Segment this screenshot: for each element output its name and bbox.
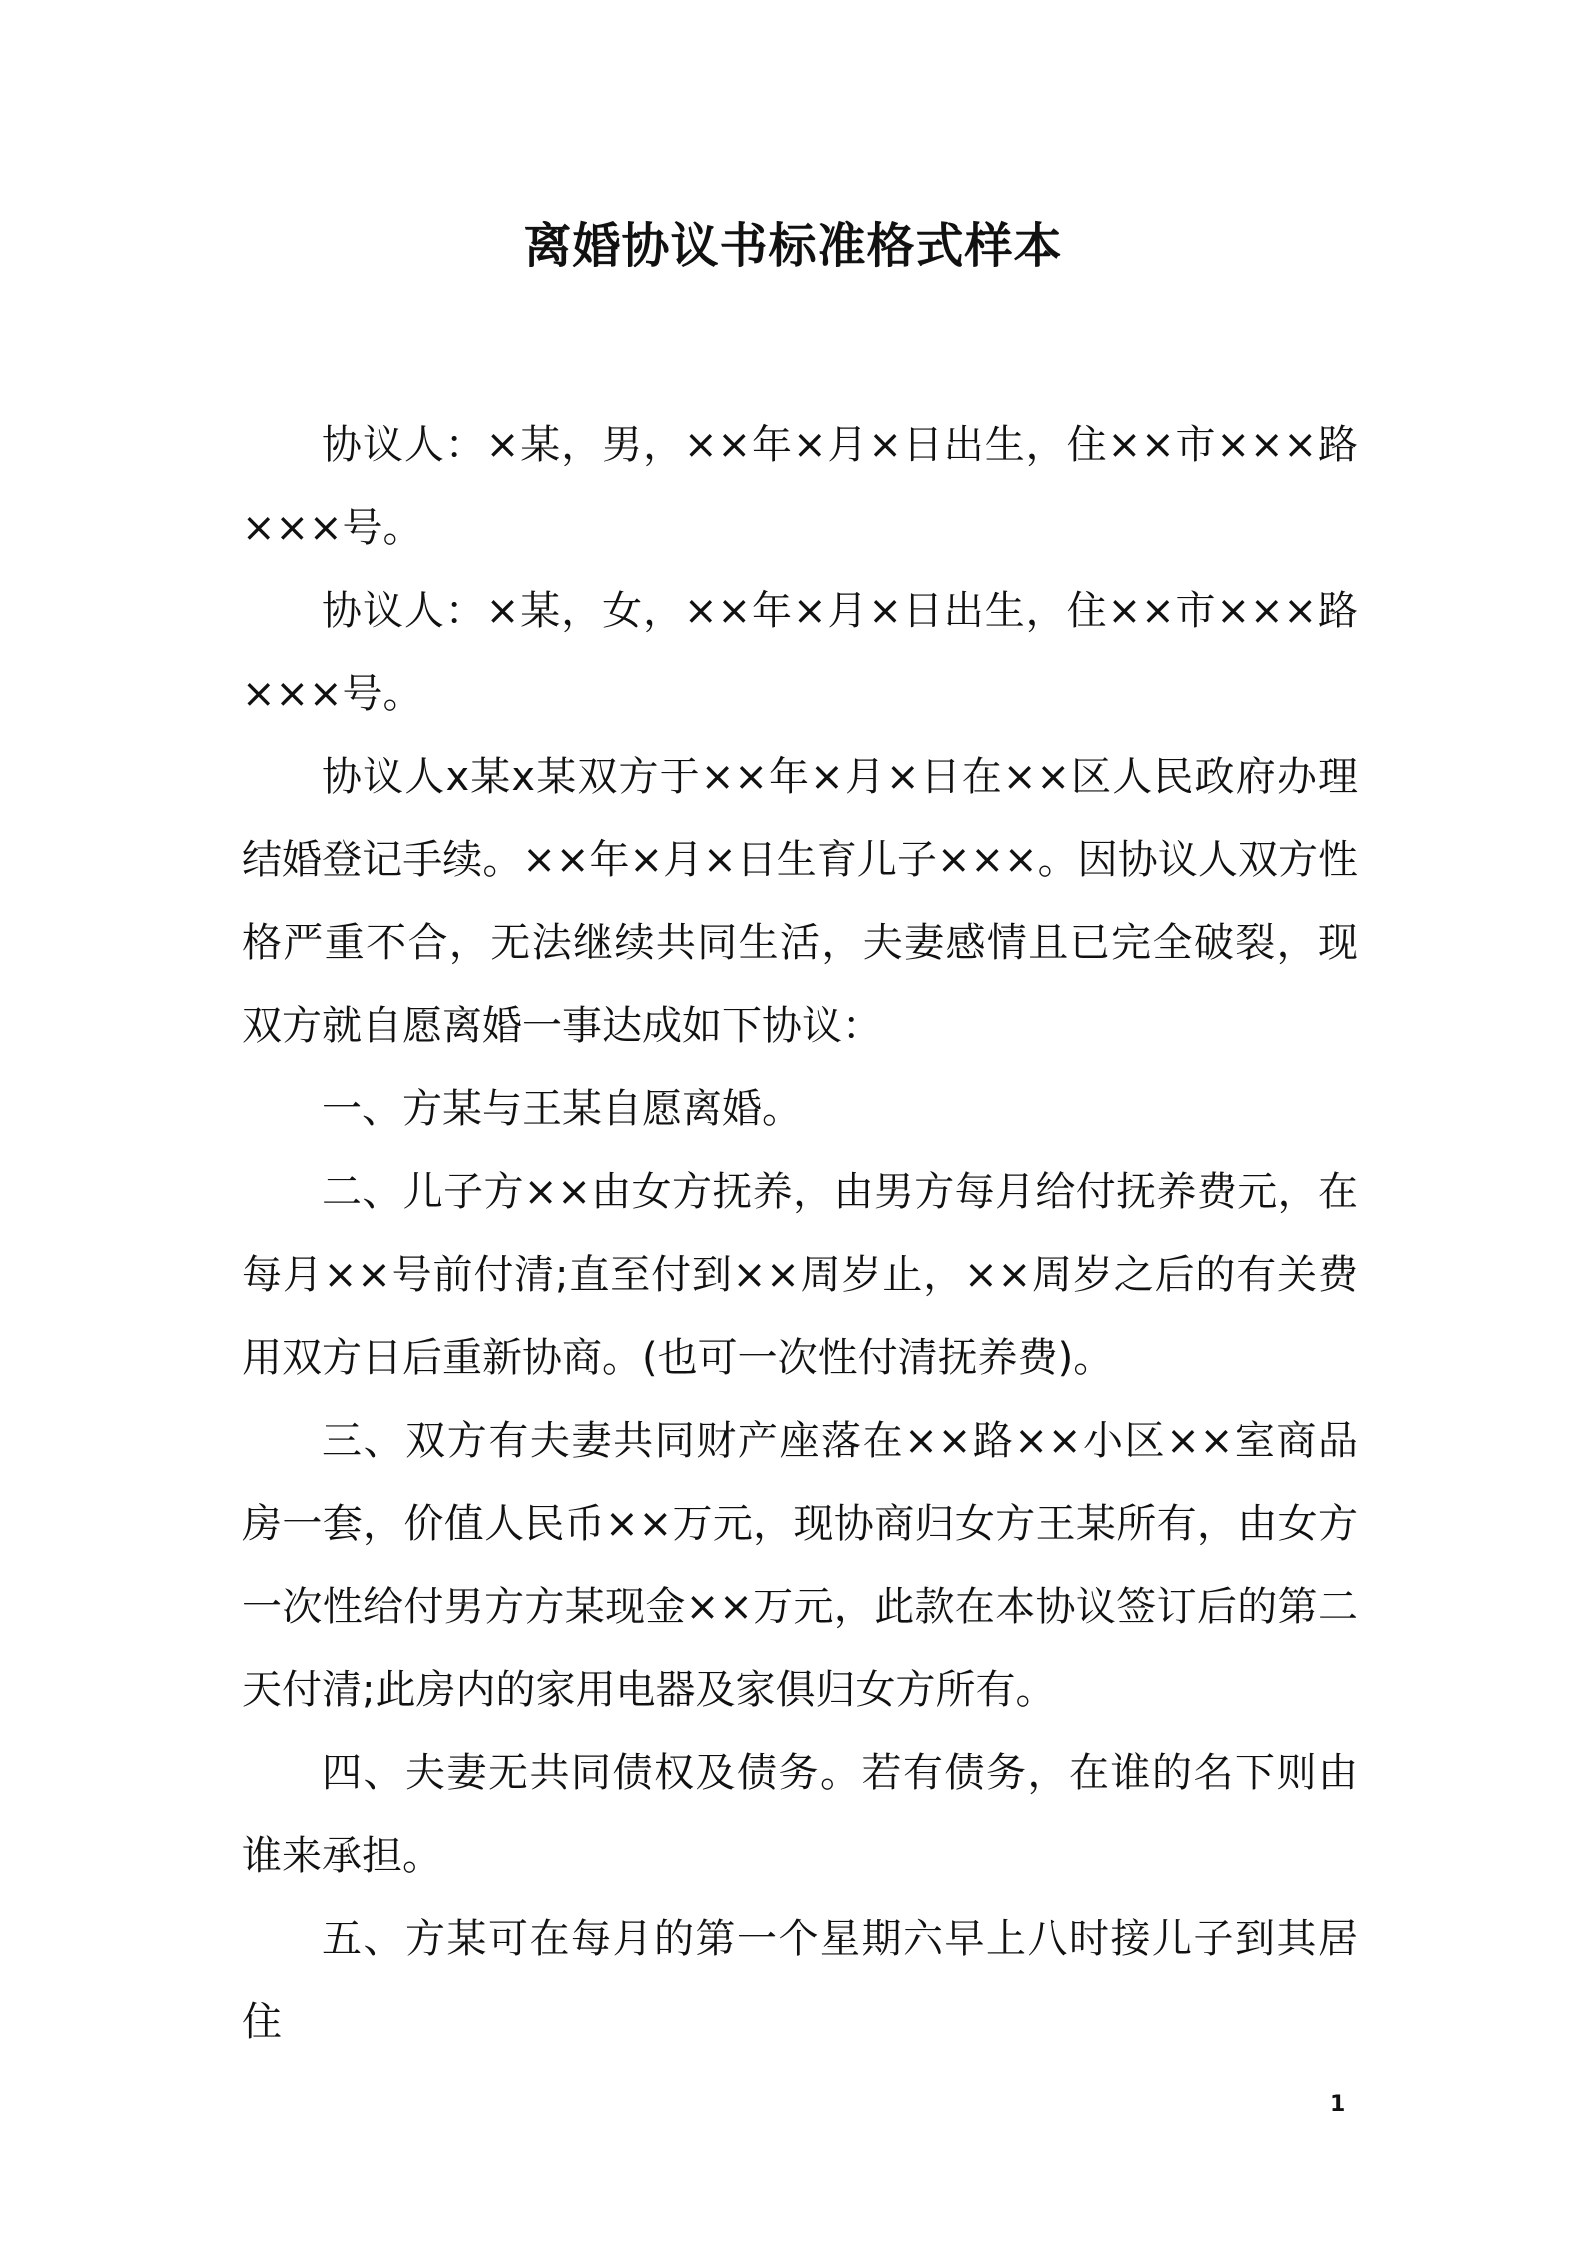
paragraph-clause-4: 四、夫妻无共同债权及债务。若有债务，在谁的名下则由谁来承担。 [242, 1750, 1358, 1879]
paragraph-party-male: 协议人：×某，男，××年×月×日出生，住××市×××路×××号。 [242, 422, 1358, 551]
document-body [242, 404, 1358, 2064]
document-title: 离婚协议书标准格式样本 [523, 218, 1063, 274]
paragraph-background: 协议人x某x某双方于××年×月×日在××区人民政府办理结婚登记手续。××年×月×日生育儿子×××。因协议人双方性格严重不合，无法继续共同生活，夫妻感情且已完全破裂，现双方就自愿离婚一事达成如下协议： [242, 754, 1358, 1049]
paragraph-clause-3: 三、双方有夫妻共同财产座落在××路××小区××室商品房一套，价值人民币××万元，现协商归女方王某所有，由女方一次性给付男方方某现金××万元，此款在本协议签订后的第二天付清;此房内的家用电器及家俱归女方所有。 [242, 1418, 1358, 1713]
paragraph-clause-1: 一、方某与王某自愿离婚。 [322, 1086, 802, 1132]
paragraph-party-female: 协议人：×某，女，××年×月×日出生，住××市×××路×××号。 [242, 588, 1358, 717]
page-number: 1 [1330, 2092, 1346, 2117]
paragraph-clause-5: 五、方某可在每月的第一个星期六早上八时接儿子到其居住 [242, 1916, 1358, 2045]
paragraph-clause-2: 二、儿子方××由女方抚养，由男方每月给付抚养费元，在每月××号前付清;直至付到××周岁止，××周岁之后的有关费用双方日后重新协商。(也可一次性付清抚养费)。 [242, 1169, 1358, 1381]
